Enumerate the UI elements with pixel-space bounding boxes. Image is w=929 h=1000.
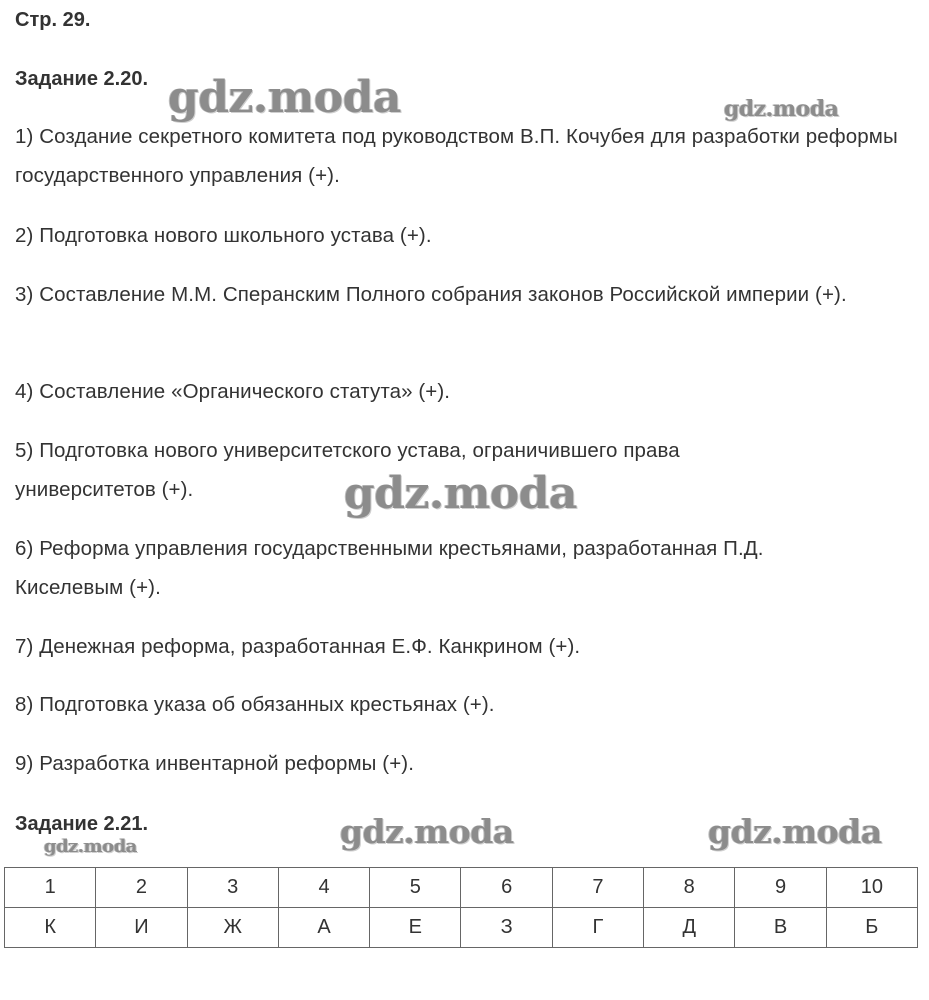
table-cell-number: 1 — [5, 868, 96, 908]
table-cell-number: 9 — [735, 868, 826, 908]
table-cell-number: 2 — [96, 868, 187, 908]
table-cell-letter: Е — [370, 908, 461, 948]
watermark-logo: gdz.moda — [344, 468, 578, 519]
table-cell-number: 3 — [187, 868, 278, 908]
answer-item-1: 1) Создание секретного комитета под руководством В.П. Кочубея для разработки реформы государственного управления (+). — [15, 125, 898, 187]
answer-item-4: 4) Составление «Органического статута» (+). — [15, 380, 451, 403]
table-cell-number: 10 — [826, 868, 917, 908]
task-2-20-heading: Задание 2.20. — [15, 68, 149, 90]
answer-item-6: 6) Реформа управления государственными крестьянами, разработанная П.Д. Киселевым (+). — [15, 537, 764, 599]
table-row-letters — [5, 908, 918, 948]
answer-item-5: 5) Подготовка нового университетского устава, ограничившего права университетов (+). — [15, 439, 680, 501]
page-number-header: Стр. 29. — [15, 9, 91, 31]
table-cell-number: 4 — [278, 868, 369, 908]
answer-item-2: 2) Подготовка нового школьного устава (+). — [15, 224, 432, 247]
table-cell-letter: К — [5, 908, 96, 948]
table-row-numbers — [5, 868, 918, 908]
table-cell-number: 6 — [461, 868, 552, 908]
table-cell-letter: И — [96, 908, 187, 948]
watermark-logo: gdz.moda — [724, 96, 839, 122]
table-cell-letter: Г — [552, 908, 643, 948]
table-cell-number: 7 — [552, 868, 643, 908]
table-cell-letter: З — [461, 908, 552, 948]
answer-item-8: 8) Подготовка указа об обязанных крестьянах (+). — [15, 693, 495, 716]
table-cell-letter: А — [278, 908, 369, 948]
watermark-logo: gdz.moda — [708, 812, 882, 851]
table-cell-letter: Ж — [187, 908, 278, 948]
table-cell-number: 5 — [370, 868, 461, 908]
table-cell-letter: Д — [644, 908, 735, 948]
watermark-logo: gdz.moda — [340, 812, 514, 851]
watermark-logo: gdz.moda — [44, 836, 137, 857]
answer-item-3: 3) Составление М.М. Сперанским Полного собрания законов Российской империи (+). — [15, 283, 847, 306]
answer-item-7: 7) Денежная реформа, разработанная Е.Ф. Канкрином (+). — [15, 635, 581, 658]
table-cell-number: 8 — [644, 868, 735, 908]
answer-item-9: 9) Разработка инвентарной реформы (+). — [15, 752, 414, 775]
watermark-logo: gdz.moda — [168, 72, 402, 123]
table-cell-letter: В — [735, 908, 826, 948]
task-2-21-heading: Задание 2.21. — [15, 813, 149, 835]
answer-table — [4, 867, 918, 948]
table-cell-letter: Б — [826, 908, 917, 948]
